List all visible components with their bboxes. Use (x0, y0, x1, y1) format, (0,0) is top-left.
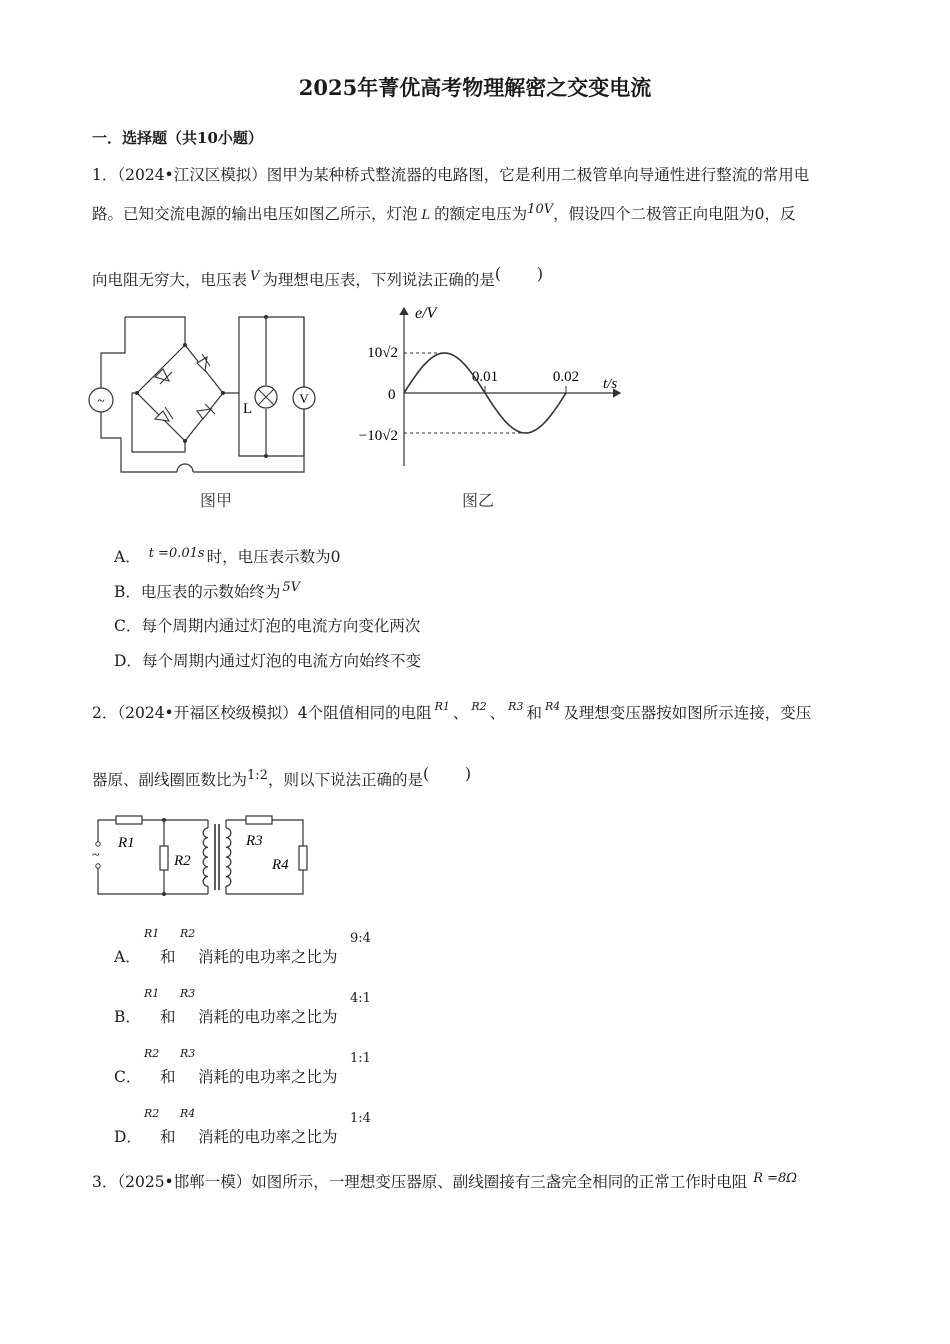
origin-label: 0 (388, 387, 396, 403)
q2-option-d[interactable]: D． R2 和 R4 消耗的电功率之比为 1:4 (114, 1107, 371, 1146)
q2-stem-line2: 器原、副线圈匝数比为$^{1:2}$，则以下说法正确的是( ) (92, 765, 472, 789)
x-tick-label-0-02: 0.02 (552, 369, 580, 385)
section-heading: 一．选择题（共10小题） (92, 129, 263, 147)
svg-text:R2: R2 (174, 853, 191, 869)
q1-fig-yi-graph (335, 300, 630, 472)
y-min-label: −10√2 (358, 428, 398, 444)
page-title: 2025年菁优高考物理解密之交变电流 (298, 75, 652, 100)
q1-voltage-math: 10V (527, 202, 554, 217)
q2-option-c[interactable]: C． R2 和 R3 消耗的电功率之比为 1:1 (114, 1047, 371, 1086)
q2-r2-symbol: R2 (471, 700, 487, 713)
q1-option-d[interactable]: D．每个周期内通过灯泡的电流方向始终不变 (114, 652, 421, 670)
svg-text:V: V (299, 391, 309, 406)
svg-text:L: L (243, 401, 253, 417)
y-max-label: 10√2 (367, 345, 398, 361)
q2-r1-resistor (116, 816, 142, 824)
q3-stem-line1: 3．（2025•邯郸一模）如图所示，一理想变压器原、副线圈接有三盏完全相同的正常工作时电阻 $^{R =8\Omega}$ (92, 1171, 798, 1191)
svg-text:~: ~ (97, 394, 105, 409)
q2-r4-symbol: R4 (544, 700, 561, 713)
y-axis-label: e/V (415, 305, 437, 322)
q1-fig-yi-caption: 图乙 (462, 491, 495, 510)
q2-stem-line1: 2．（2024•开福区校级模拟）4个阻值相同的电阻 $^{R1}$ 、 $^{R2}$ 、 $^{R3}$ 和 $^{R4}$ 及理想变压器按如图所示连接，变压 (92, 700, 812, 722)
q1-fig-jia-circuit (85, 305, 325, 480)
q1-option-a[interactable]: A． $^{t =0.01s}$ 时，电压表示数为0 (114, 546, 341, 566)
q1-voltmeter-symbol: V (250, 269, 260, 284)
x-axis-label: t/s (603, 376, 618, 392)
q3-resistance-math: R =8Ω (753, 1171, 798, 1186)
q1-option-b[interactable]: B．电压表的示数始终为 $^{5V}$ (114, 580, 301, 601)
q2-turns-ratio: 1:2 (247, 768, 268, 783)
q1-fig-jia-caption: 图甲 (200, 491, 233, 510)
q2-r3-symbol: R3 (508, 700, 524, 713)
q2-r2-resistor (160, 846, 168, 870)
q2-option-a[interactable]: A． R1 和 R2 消耗的电功率之比为 9:4 (114, 927, 371, 966)
q2-option-b[interactable]: B． R1 和 R3 消耗的电功率之比为 4:1 (114, 987, 371, 1026)
q2-transformer-circuit (88, 812, 318, 900)
x-tick-label-0-01: 0.01 (471, 369, 499, 385)
svg-text:R4: R4 (272, 857, 289, 873)
q2-r1-symbol: R1 (434, 700, 450, 713)
q1-stem-line1: 1．（2024•江汉区模拟）图甲为某种桥式整流器的电路图，它是利用二极管单向导通性进行整流的常用电 (92, 166, 810, 184)
svg-text:R1: R1 (118, 835, 135, 851)
q2-r4-resistor (299, 846, 307, 870)
q2-ac-source-icon: ~ (92, 848, 100, 863)
svg-text:R3: R3 (246, 833, 263, 849)
q1-stem-line2: 路。已知交流电源的输出电压如图乙所示，灯泡 L 的额定电压为$^{10V}$，假设四个二极管正向电阻为0，反 (92, 202, 796, 223)
q1-option-c[interactable]: C．每个周期内通过灯泡的电流方向变化两次 (114, 617, 421, 635)
q1-lamp-symbol: L (421, 208, 431, 223)
q1-diode-icons (155, 354, 215, 421)
q1-stem-line3: 向电阻无穷大，电压表 $^V$ 为理想电压表，下列说法正确的是( ) (92, 265, 544, 289)
q2-r3-resistor (246, 816, 272, 824)
